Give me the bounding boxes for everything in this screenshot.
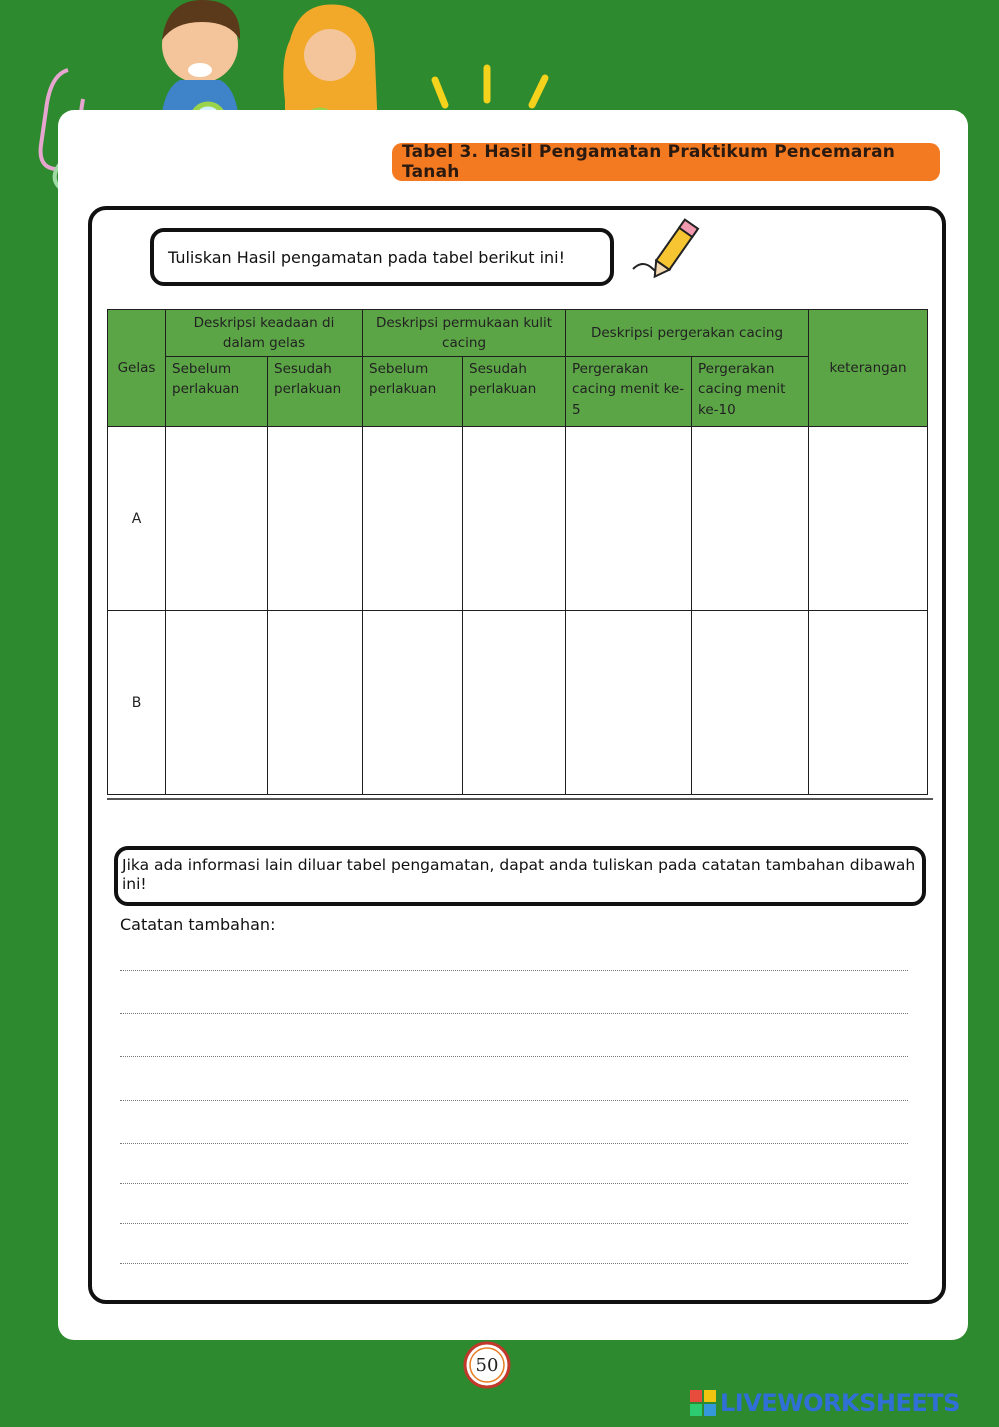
table-title-banner: Tabel 3. Hasil Pengamatan Praktikum Pencemaran Tanah [392,143,940,181]
header-gelas: Gelas [108,310,166,427]
table-cell[interactable] [268,427,363,611]
table-cell[interactable] [166,611,268,795]
table-cell[interactable] [463,611,566,795]
subheader-menit-10: Pergerakan cacing menit ke-10 [692,357,809,427]
info-prompt-text: Jika ada informasi lain diluar tabel pengamatan, dapat anda tuliskan pada catatan tambahan dibawah ini! [122,856,916,894]
subheader-sebelum-1: Sebelum perlakuan [166,357,268,427]
table-cell[interactable] [692,611,809,795]
subheader-menit-5: Pergerakan cacing menit ke-5 [566,357,692,427]
writing-line[interactable] [120,970,908,971]
header-group-keadaan: Deskripsi keadaan di dalam gelas [166,310,363,357]
table-underline [107,798,933,800]
table-cell[interactable] [809,427,928,611]
instruction-box [150,228,614,286]
pencil-icon [628,214,708,284]
observation-table [107,309,928,795]
page-number: 50 [475,1354,499,1376]
table-cell[interactable] [566,427,692,611]
table-cell[interactable] [268,611,363,795]
table-cell[interactable] [692,427,809,611]
row-label-b: B [108,611,166,795]
table-cell[interactable] [166,427,268,611]
row-label-a: A [108,427,166,611]
writing-line[interactable] [120,1223,908,1224]
table-cell[interactable] [463,427,566,611]
subheader-sebelum-2: Sebelum perlakuan [363,357,463,427]
table-cell[interactable] [809,611,928,795]
header-keterangan: keterangan [809,310,928,427]
table-cell[interactable] [363,611,463,795]
writing-line[interactable] [120,1263,908,1264]
header-group-pergerakan: Deskripsi pergerakan cacing [566,310,809,357]
writing-line[interactable] [120,1143,908,1144]
catatan-label: Catatan tambahan: [120,915,276,934]
table-row [108,427,928,611]
brand-name: LIVEWORKSHEETS [720,1389,960,1417]
subheader-sesudah-2: Sesudah perlakuan [463,357,566,427]
table-cell[interactable] [566,611,692,795]
header-group-kulit: Deskripsi permukaan kulit cacing [363,310,566,357]
liveworksheets-brand[interactable] [690,1388,960,1418]
page-number-badge [462,1340,512,1390]
liveworksheets-logo-icon [690,1390,716,1416]
table-cell[interactable] [363,427,463,611]
writing-line[interactable] [120,1013,908,1014]
table-row [108,611,928,795]
writing-line[interactable] [120,1100,908,1101]
info-prompt-box [114,846,926,906]
writing-line[interactable] [120,1183,908,1184]
subheader-sesudah-1: Sesudah perlakuan [268,357,363,427]
writing-line[interactable] [120,1056,908,1057]
instruction-text: Tuliskan Hasil pengamatan pada tabel berikut ini! [168,247,566,267]
